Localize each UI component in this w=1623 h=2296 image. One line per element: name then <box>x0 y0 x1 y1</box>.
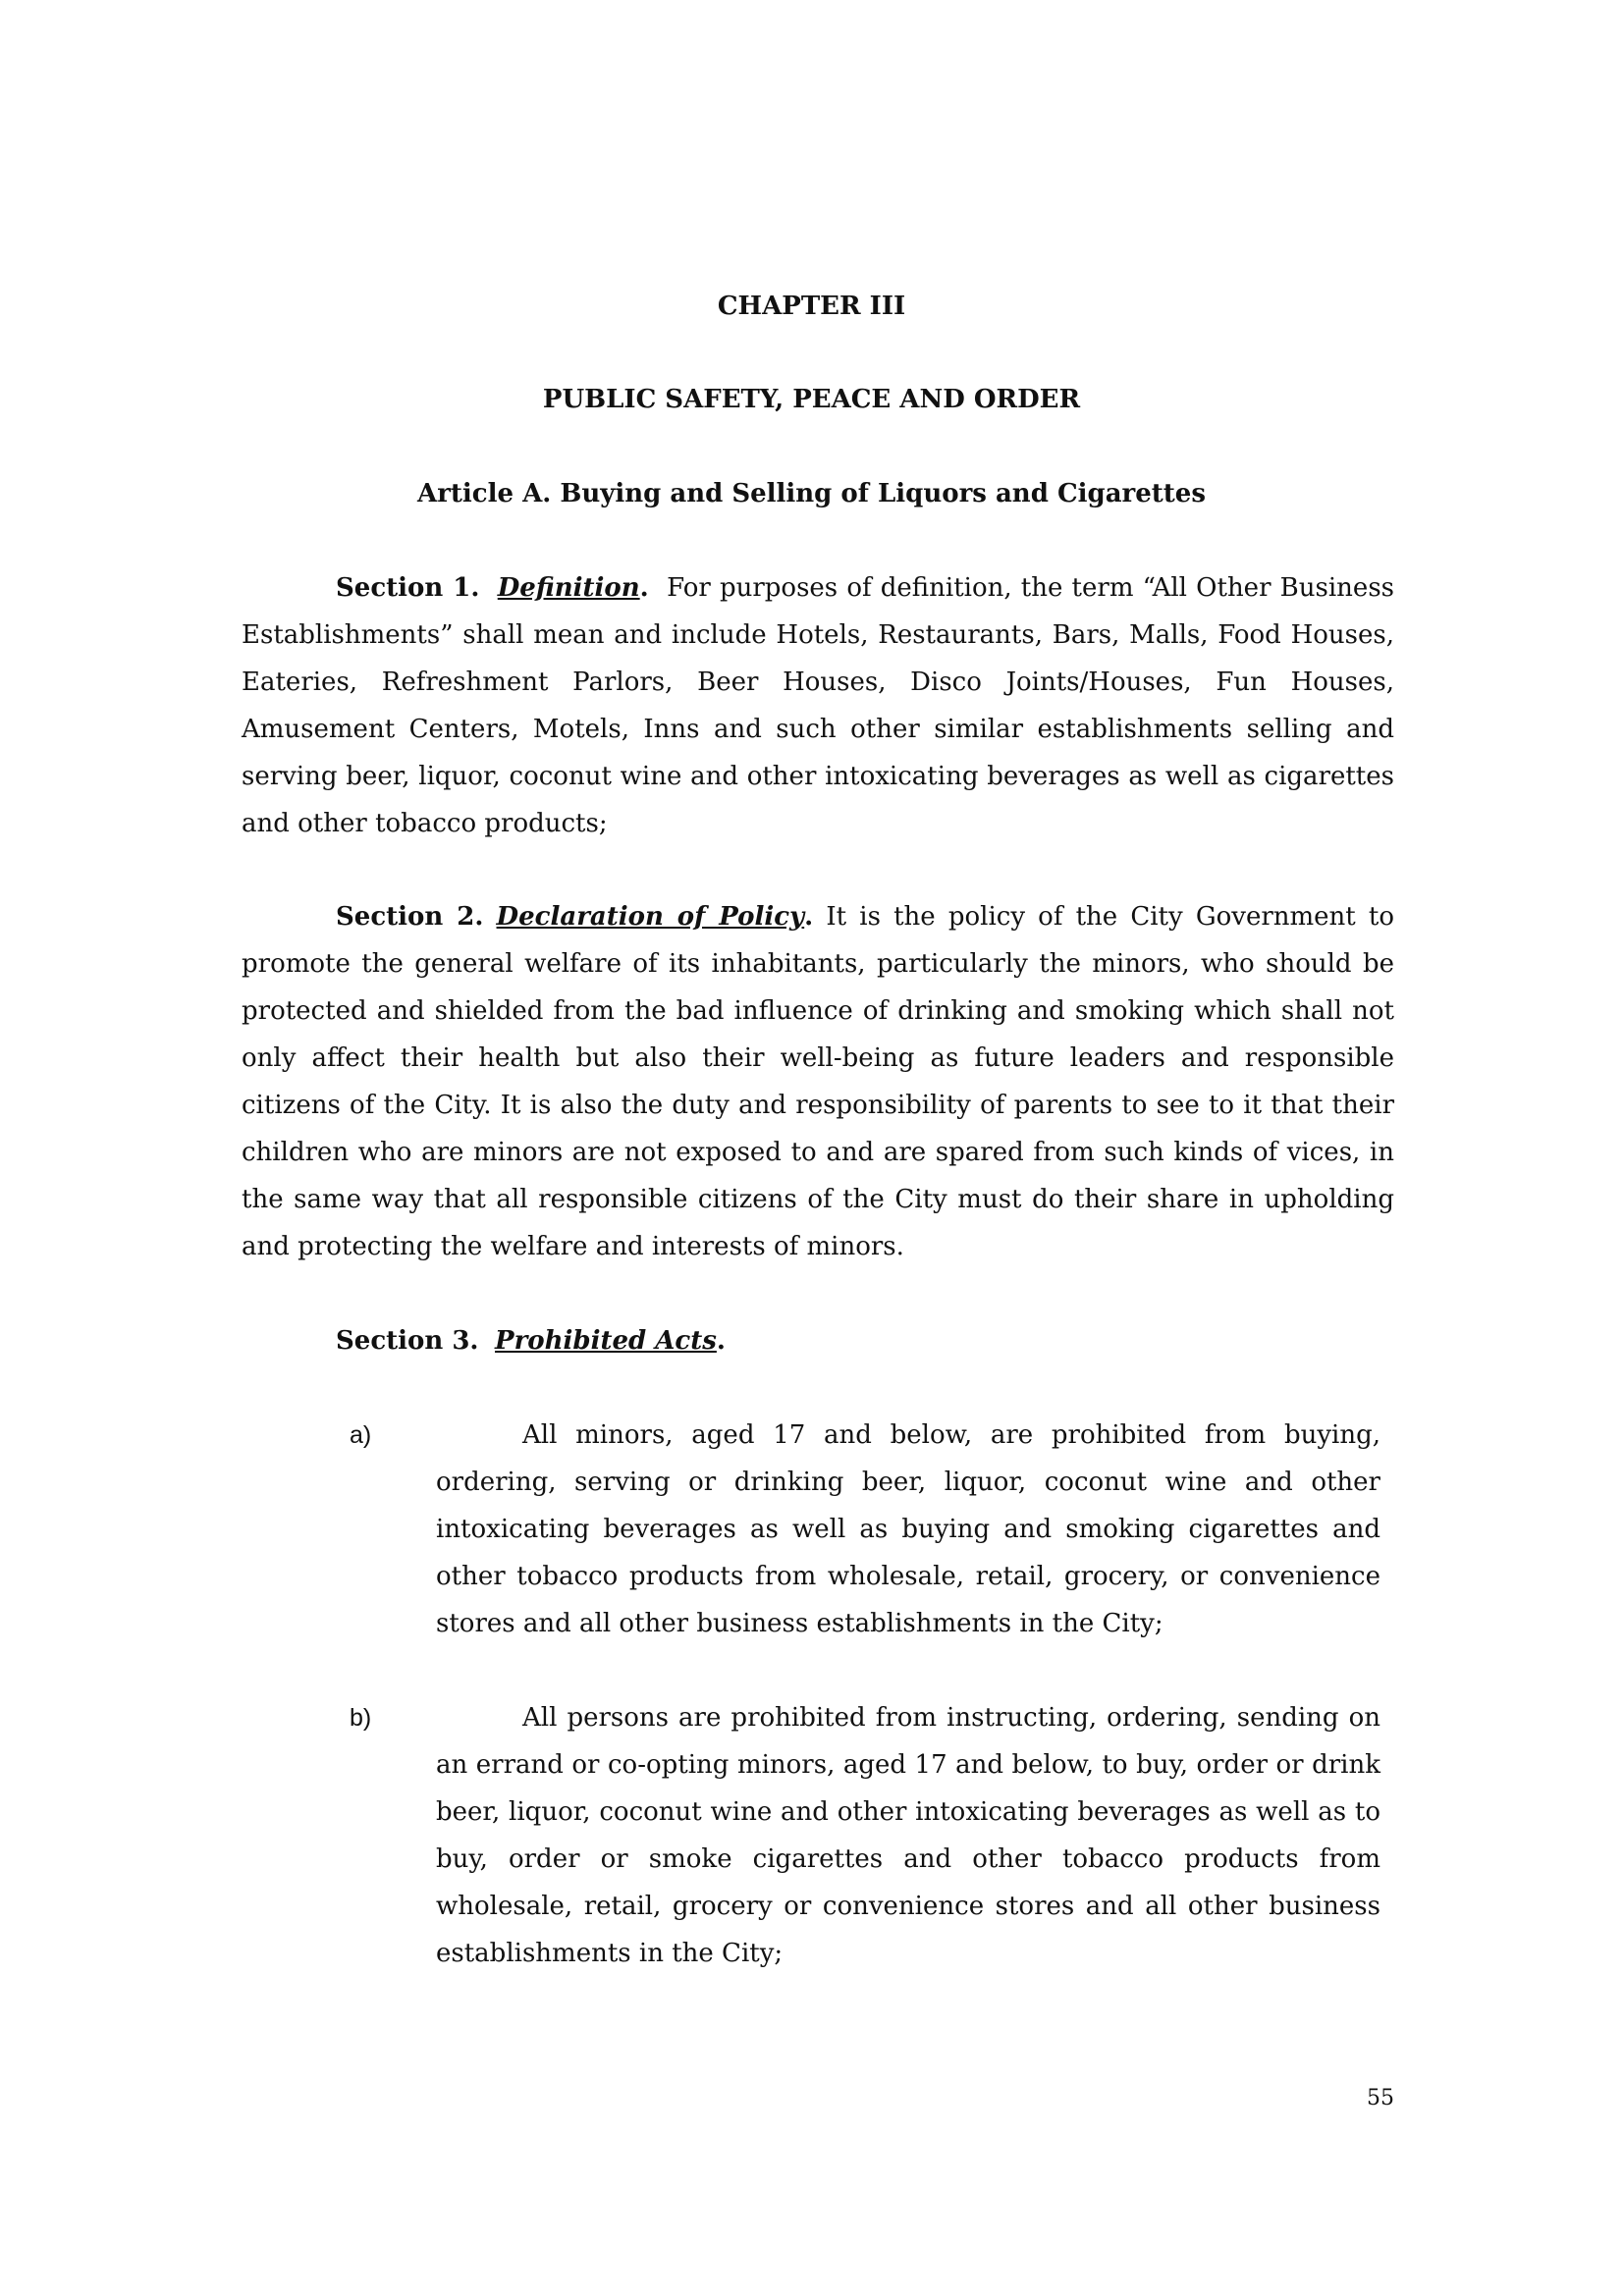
chapter-title: PUBLIC SAFETY, PEACE AND ORDER <box>542 385 1081 414</box>
section-2-paragraph <box>242 893 1394 1270</box>
item-b-body: All persons are prohibited from instructing, ordering, sending on an errand or co-opting minors, aged 17 and below, to buy, order or drink beer, liquor, coconut wine and other intoxicating beverages as well as to buy, order or smoke cigarettes and other tobacco products from wholesale, retail, grocery or convenience stores and all other business establishments in the City; <box>436 1703 1380 1968</box>
item-a-body: All minors, aged 17 and below, are prohibited from buying, ordering, serving or drinking beer, liquor, coconut wine and other intoxicating beverages as well as buying and smoking cigarettes and other tobacco products from wholesale, retail, grocery, or convenience stores and all other business establishments in the City; <box>436 1420 1380 1638</box>
section-1-body: For purposes of definition, the term “All Other Business Establishments” shall mean and include Hotels, Restaurants, Bars, Malls, Food Houses, Eateries, Refreshment Parlors, Beer Houses, Disco Joints/Houses, Fun Houses, Amusement Centers, Motels, Inns and such other similar establishments selling and serving beer, liquor, coconut wine and other intoxicating beverages as well as cigarettes and other tobacco products; <box>242 573 1395 838</box>
section-1-title-end: . <box>639 573 649 603</box>
section-2-body: It is the policy of the City Government to promote the general welfare of its inhabitants, particularly the minors, who should be protected and shielded from the bad influence of drinking and smoking which shall not only affect their health but also their well-being as future leaders and responsible citizens of the City. It is also the duty and responsibility of parents to see to it that their children who are minors are not exposed to and are spared from such kinds of vices, in the same way that all responsible citizens of the City must do their share in upholding and protecting the welfare and interests of minors. <box>242 902 1395 1261</box>
item-b-letter: b) <box>350 1704 372 1732</box>
section-2-title-end: . <box>804 902 814 932</box>
article-title: Article A. Buying and Selling of Liquors and Cigarettes <box>417 479 1206 508</box>
section-3-paragraph <box>242 1317 1394 1364</box>
section-1-paragraph <box>242 564 1394 847</box>
page-number: 55 <box>1367 2086 1394 2110</box>
section-2-label: Section 2. <box>336 902 484 932</box>
section-3-label: Section 3. <box>336 1326 479 1356</box>
section-1-title: Definition <box>497 573 640 603</box>
item-b-text <box>436 1694 1380 1977</box>
section-2-title: Declaration of Policy <box>496 902 805 932</box>
item-a-text <box>436 1412 1380 1647</box>
chapter-heading: CHAPTER III <box>717 292 906 321</box>
section-1-label: Section 1. <box>336 573 480 603</box>
section-3-title: Prohibited Acts <box>495 1326 717 1356</box>
section-3-title-end: . <box>716 1326 726 1356</box>
item-a-letter: a) <box>350 1421 372 1449</box>
